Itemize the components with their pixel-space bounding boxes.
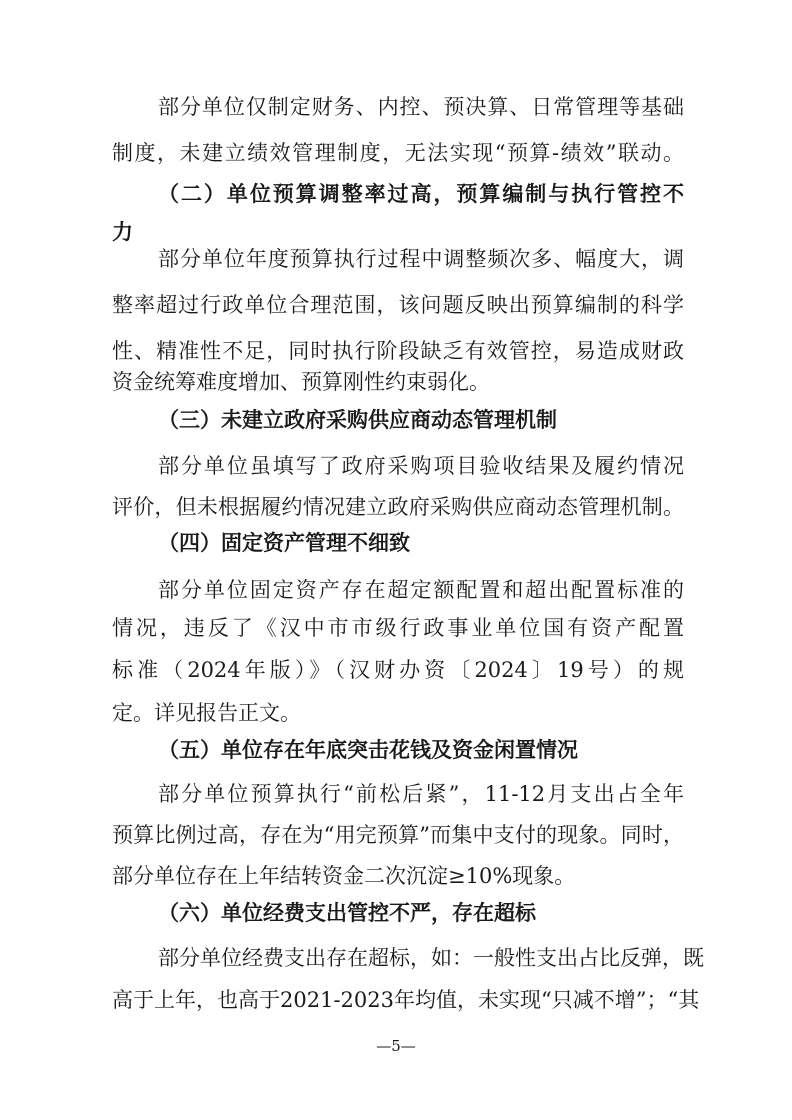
section-heading: （四）固定资产管理不细致 xyxy=(158,531,410,555)
paragraph-line: 部分单位虽填写了政府采购项目验收结果及履约情况 xyxy=(158,454,684,478)
paragraph-line: 部分单位仅制定财务、内控、预决算、日常管理等基础 xyxy=(158,95,684,119)
paragraph-line: 整率超过行政单位合理范围，该问题反映出预算编制的科学 xyxy=(112,293,684,317)
section-heading-cont: 力 xyxy=(112,220,133,244)
section-heading: （二）单位预算调整率过高，预算编制与执行管控不 xyxy=(158,182,684,206)
paragraph-line: 部分单位经费支出存在超标，如：一般性支出占比反弹，既 xyxy=(158,946,704,970)
paragraph-line: 预算比例过高，存在为“用完预算”而集中支付的现象。同时， xyxy=(112,823,684,847)
paragraph-line: 定。详见报告正文。 xyxy=(112,701,301,725)
section-heading: （五）单位存在年底突击花钱及资金闲置情况 xyxy=(158,738,578,762)
paragraph-line: 标准（2024年版）》（汉财办资〔2024〕19号）的规 xyxy=(112,658,684,682)
paragraph-line: 部分单位固定资产存在超定额配置和超出配置标准的 xyxy=(158,578,684,602)
paragraph-line: 情况，违反了《汉中市市级行政事业单位国有资产配置 xyxy=(112,616,684,640)
paragraph-line: 制度，未建立绩效管理制度，无法实现“预算-绩效”联动。 xyxy=(112,141,684,165)
paragraph-line: 性、精准性不足，同时执行阶段缺乏有效管控，易造成财政 xyxy=(112,339,684,363)
paragraph-line: 资金统筹难度增加、预算刚性约束弱化。 xyxy=(112,370,490,394)
section-heading: （六）单位经费支出管控不严，存在超标 xyxy=(158,901,536,925)
paragraph-line: 评价，但未根据履约情况建立政府采购供应商动态管理机制。 xyxy=(112,495,684,519)
paragraph-line: 部分单位预算执行“前松后紧”，11-12月支出占全年 xyxy=(158,782,684,806)
paragraph-line: 部分单位年度预算执行过程中调整频次多、幅度大，调 xyxy=(158,247,684,271)
paragraph-line: 高于上年，也高于2021-2023年均值，未实现“只减不增”；“其 xyxy=(112,988,700,1012)
paragraph-line: 部分单位存在上年结转资金二次沉淀≥10%现象。 xyxy=(112,864,576,888)
section-heading: （三）未建立政府采购供应商动态管理机制 xyxy=(158,408,557,432)
page-number: —5— xyxy=(376,1037,416,1055)
